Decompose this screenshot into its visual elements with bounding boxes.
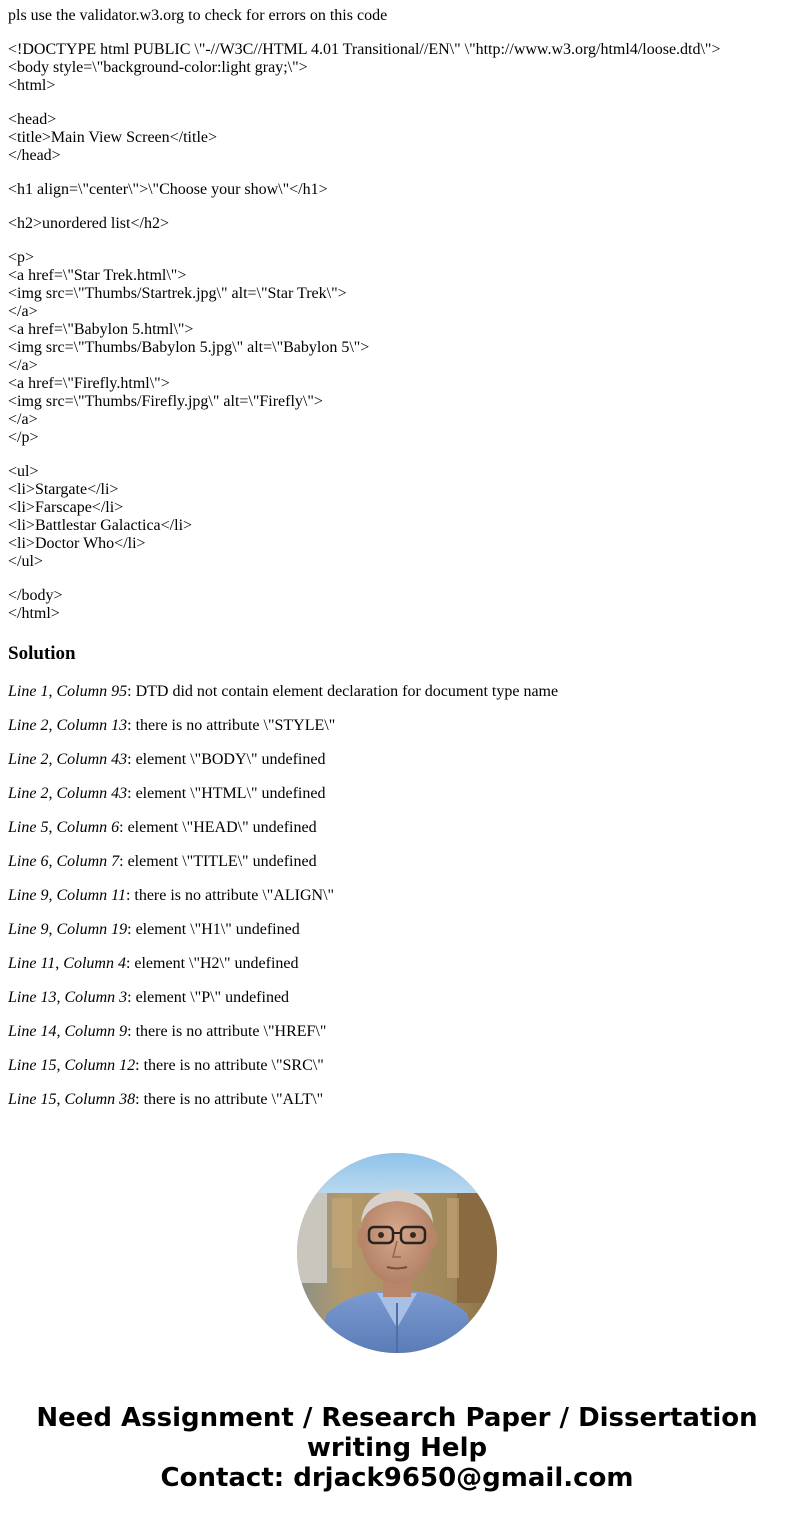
error-column: Column 9 [64,1023,128,1040]
error-item [8,853,786,871]
error-list [8,683,786,1109]
error-message: : element \"HTML\" undefined [127,785,326,802]
code-group [8,215,786,233]
error-message: : element \"HEAD\" undefined [119,819,317,836]
error-message: : element \"TITLE\" undefined [119,853,317,870]
code-line: <!DOCTYPE html PUBLIC \"-//W3C//HTML 4.01 Transitional//EN\" \"http://www.w3.org/html4/loose.dtd\"> [8,41,721,58]
error-separator: , [56,1023,65,1040]
error-separator: , [48,819,57,836]
code-line: <li>Doctor Who</li> [8,535,146,552]
error-item [8,1091,786,1109]
error-message: : element \"BODY\" undefined [127,751,326,768]
error-line: Line 2 [8,717,49,734]
code-line: <img src=\"Thumbs/Firefly.jpg\" alt=\"Firefly\"> [8,393,323,410]
error-line: Line 5 [8,819,49,836]
code-line: </body> [8,587,63,604]
code-group [8,181,786,199]
error-column: Column 6 [56,819,120,836]
footer-line-1: Need Assignment / Research Paper / Dissertation [36,1403,758,1433]
error-separator: , [56,989,65,1006]
error-line: Line 14 [8,1023,57,1040]
code-group [8,463,786,571]
error-message: : element \"P\" undefined [127,989,290,1006]
code-line: </a> [8,303,38,320]
code-line: <p> [8,249,35,266]
code-line: <li>Farscape</li> [8,499,124,516]
error-separator: , [48,751,57,768]
code-line: <a href=\"Babylon 5.html\"> [8,321,194,338]
code-line: </p> [8,429,39,446]
error-line: Line 15 [8,1091,57,1108]
error-column: Column 3 [64,989,128,1006]
error-item [8,683,786,701]
error-separator: , [48,785,57,802]
error-column: Column 4 [63,955,126,972]
error-separator: , [48,921,57,938]
error-line: Line 2 [8,785,49,802]
error-message: : there is no attribute \"STYLE\" [127,717,336,734]
code-line: <html> [8,77,56,94]
code-line: <title>Main View Screen</title> [8,129,218,146]
error-separator: , [56,1091,65,1108]
error-message: : element \"H1\" undefined [127,921,300,938]
code-group [8,41,786,95]
error-line: Line 2 [8,751,49,768]
error-separator: , [48,717,57,734]
error-message: : there is no attribute \"SRC\" [135,1057,324,1074]
code-line: <li>Stargate</li> [8,481,119,498]
error-line: Line 15 [8,1057,57,1074]
code-line: <h1 align=\"center\">\"Choose your show\"</h1> [8,181,328,198]
error-item [8,1057,786,1075]
error-line: Line 13 [8,989,57,1006]
code-line: <img src=\"Thumbs/Startrek.jpg\" alt=\"Star Trek\"> [8,285,347,302]
code-group [8,587,786,623]
error-line: Line 9 [8,921,49,938]
error-column: Column 19 [56,921,128,938]
error-item [8,751,786,769]
error-message: : DTD did not contain element declaration for document type name [127,683,559,700]
error-item [8,717,786,735]
question-intro: pls use the validator.w3.org to check for errors on this code [8,7,388,24]
solution-heading: Solution [8,643,76,664]
error-column: Column 11 [56,887,126,904]
error-item [8,989,786,1007]
footer-banner [0,1403,794,1493]
code-line: <h2>unordered list</h2> [8,215,169,232]
error-message: : there is no attribute \"ALT\" [135,1091,324,1108]
code-line: <li>Battlestar Galactica</li> [8,517,193,534]
error-separator: , [48,853,57,870]
error-separator: , [48,683,57,700]
error-column: Column 7 [56,853,120,870]
code-group [8,111,786,165]
error-item [8,1023,786,1041]
author-portrait-image [297,1153,497,1353]
code-line: </a> [8,411,38,428]
code-line: </head> [8,147,61,164]
code-group [8,249,786,447]
error-line: Line 1 [8,683,49,700]
code-line: <ul> [8,463,39,480]
code-line: </ul> [8,553,43,570]
error-item [8,887,786,905]
error-item [8,955,786,973]
error-separator: , [48,887,57,904]
footer-line-2: writing Help [306,1433,488,1463]
footer-contact: Contact: drjack9650@gmail.com [160,1463,634,1493]
code-line: </a> [8,357,38,374]
error-column: Column 13 [56,717,128,734]
code-line: <a href=\"Firefly.html\"> [8,375,170,392]
code-listing [8,41,786,623]
error-column: Column 95 [56,683,128,700]
error-column: Column 12 [64,1057,136,1074]
code-line: </html> [8,605,60,622]
error-column: Column 38 [64,1091,136,1108]
error-separator: , [56,1057,65,1074]
error-item [8,921,786,939]
code-line: <a href=\"Star Trek.html\"> [8,267,187,284]
error-line: Line 11 [8,955,56,972]
avatar [297,1153,497,1353]
document-content [8,7,786,1125]
error-message: : element \"H2\" undefined [125,955,299,972]
code-line: <img src=\"Thumbs/Babylon 5.jpg\" alt=\"Babylon 5\"> [8,339,370,356]
error-separator: , [55,955,64,972]
code-line: <head> [8,111,57,128]
code-line: <body style=\"background-color:light gray;\"> [8,59,308,76]
error-line: Line 6 [8,853,49,870]
error-message: : there is no attribute \"HREF\" [127,1023,327,1040]
error-line: Line 9 [8,887,49,904]
error-item [8,819,786,837]
error-item [8,785,786,803]
error-column: Column 43 [56,785,128,802]
error-column: Column 43 [56,751,128,768]
error-message: : there is no attribute \"ALIGN\" [125,887,335,904]
